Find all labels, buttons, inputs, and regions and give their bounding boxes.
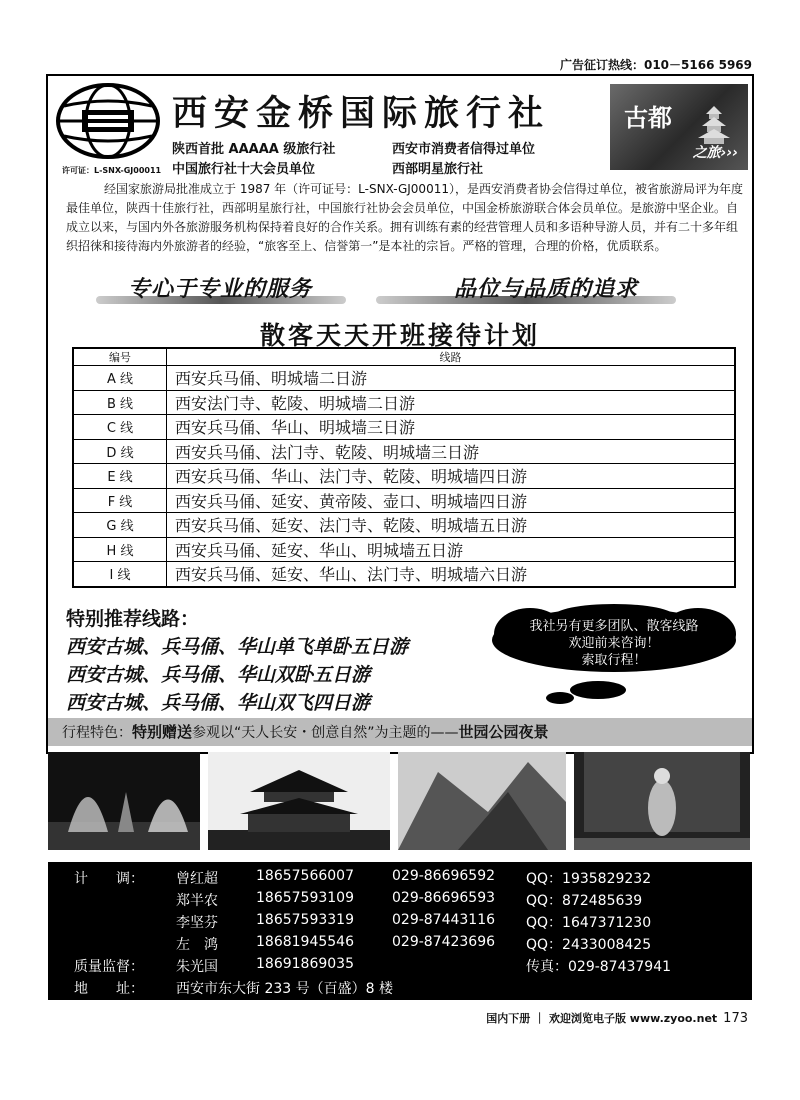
route-name: 西安兵马俑、华山、明城墙三日游 [167, 415, 736, 440]
contact-mobile: 18657566007 [256, 868, 354, 884]
badge-title: 古都 [624, 103, 672, 132]
contact-name: 曾红超 [176, 871, 218, 887]
recommended-route: 西安古城、兵马俑、华山单飞单卧五日游 [66, 636, 409, 658]
contact-phone: 029-87443116 [392, 912, 496, 928]
feature-text: 参观以“天人长安・创意自然”为主题的 [192, 725, 431, 741]
route-table [72, 347, 736, 588]
route-name: 西安兵马俑、明城墙二日游 [167, 366, 736, 391]
recommended-route: 西安古城、兵马俑、华山双卧五日游 [66, 664, 371, 686]
bubble-line: 欢迎前来咨询！ [568, 636, 660, 651]
contact-phone: 029-86696592 [392, 868, 496, 884]
special-routes-title: 特别推荐线路： [66, 608, 200, 630]
company-name: 西安金桥国际旅行社 [172, 93, 551, 134]
route-name: 西安兵马俑、延安、黄帝陵、壶口、明城墙四日游 [167, 488, 736, 513]
fountain-photo [48, 752, 200, 850]
bubble-text [496, 618, 732, 669]
route-name: 西安法门寺、乾陵、明城墙二日游 [167, 390, 736, 415]
slogan: 品位与品质的追求 [454, 277, 639, 302]
table-row [73, 537, 735, 562]
ad-hotline: 广告征订热线：010－5166 5969 [559, 58, 752, 72]
table-row [73, 390, 735, 415]
plan-title: 散客天天开班接待计划 [259, 321, 540, 350]
route-code: G 线 [73, 513, 167, 538]
route-code: B 线 [73, 390, 167, 415]
table-row [73, 366, 735, 391]
table-row [73, 415, 735, 440]
contact-name: 左 鸿 [176, 937, 218, 953]
address-label: 地 址： [74, 981, 144, 997]
feature-highlight: 特别赠送 [132, 723, 193, 741]
huashan-photo [398, 752, 566, 850]
feature-highlight: 世园公园夜景 [458, 723, 549, 741]
table-row [73, 488, 735, 513]
night-show-photo [574, 752, 750, 850]
route-code: A 线 [73, 366, 167, 391]
contact-qq: QQ：1935829232 [526, 871, 652, 887]
contact-mobile: 18657593319 [256, 912, 354, 928]
bell-tower-photo [208, 752, 390, 850]
route-code: E 线 [73, 464, 167, 489]
qualification: 西部明星旅行社 [392, 162, 484, 177]
bubble-line: 我社另有更多团队、散客线路 [529, 619, 699, 634]
route-name: 西安兵马俑、华山、法门寺、乾陵、明城墙四日游 [167, 464, 736, 489]
contact-mobile: 18681945546 [256, 934, 354, 950]
table-row [73, 464, 735, 489]
bubble-line: 索取行程！ [581, 653, 647, 668]
table-header-row [73, 348, 735, 366]
planner-label: 计 调： [74, 871, 144, 887]
qualification: 陕西首批 AAAAA 级旅行社 [172, 142, 336, 157]
route-code: F 线 [73, 488, 167, 513]
itinerary-feature [48, 718, 752, 746]
page-number: 173 [723, 1011, 748, 1026]
route-name: 西安兵马俑、法门寺、乾陵、明城墙三日游 [167, 439, 736, 464]
contact-mobile: 18657593109 [256, 890, 354, 906]
qualification: 西安市消费者信得过单位 [392, 142, 536, 157]
badge-subtitle: 之旅››› [692, 145, 738, 161]
route-code: C 线 [73, 415, 167, 440]
feature-label: 行程特色： [62, 725, 132, 741]
qualification: 中国旅行社十大会员单位 [172, 162, 316, 177]
route-name: 西安兵马俑、延安、华山、法门寺、明城墙六日游 [167, 562, 736, 587]
table-row [73, 439, 735, 464]
footer-text: 国内下册 ｜ 欢迎浏览电子版 www.zyoo.net [486, 1012, 718, 1025]
globe-logo-icon [56, 82, 160, 160]
route-code: H 线 [73, 537, 167, 562]
company-intro: 经国家旅游局批准成立于 1987 年（许可证号：L-SNX-GJ00011），是西安消费者协会信得过单位，被省旅游局评为年度最佳单位，陕西十佳旅行社，西部明星旅行社，中国旅行社协会会员单位，中国金桥旅游联合体会员单位。是旅游中坚企业。自成立以来，与国内外各旅游服务机构保持着良好的合作关系。拥有训练有素的经营管理人员和多语种导游人员，并有二十多年组织招徕和接待海内外旅游者的经验，“旅客至上、信誉第一”是本社的宗旨。严格的管理，合理的价格，优质联系。 [66, 182, 743, 253]
slogan: 专心于专业的服务 [128, 277, 313, 302]
supervisor-label: 质量监督： [74, 959, 144, 975]
thought-bubbles [540, 680, 630, 706]
contact-box [48, 862, 752, 1000]
address: 西安市东大街 233 号（百盛）8 楼 [176, 981, 393, 997]
contact-qq: QQ：2433008425 [526, 937, 652, 953]
table-row [73, 513, 735, 538]
route-name: 西安兵马俑、延安、华山、明城墙五日游 [167, 537, 736, 562]
column-header-route: 线路 [167, 348, 736, 366]
contact-phone: 029-87423696 [392, 934, 496, 950]
contact-qq: QQ：872485639 [526, 893, 643, 909]
ancient-capital-badge [610, 84, 748, 170]
contact-name: 李坚芬 [176, 915, 218, 931]
contact-name: 郑半农 [176, 893, 218, 909]
route-code: I 线 [73, 562, 167, 587]
table-row [73, 562, 735, 587]
feature-dash: —— [430, 725, 459, 741]
fax-number: 传真：029-87437941 [526, 959, 672, 975]
supervisor-mobile: 18691869035 [256, 956, 354, 972]
contact-qq: QQ：1647371230 [526, 915, 652, 931]
license-number: 许可证：L-SNX-GJ00011 [62, 166, 162, 175]
route-code: D 线 [73, 439, 167, 464]
footer [486, 1010, 748, 1026]
column-header-code: 编号 [73, 348, 167, 366]
contact-phone: 029-86696593 [392, 890, 496, 906]
pagoda-icon [694, 104, 734, 144]
recommended-route: 西安古城、兵马俑、华山双飞四日游 [66, 692, 371, 714]
supervisor-name: 朱光国 [176, 959, 218, 975]
route-name: 西安兵马俑、延安、法门寺、乾陵、明城墙五日游 [167, 513, 736, 538]
